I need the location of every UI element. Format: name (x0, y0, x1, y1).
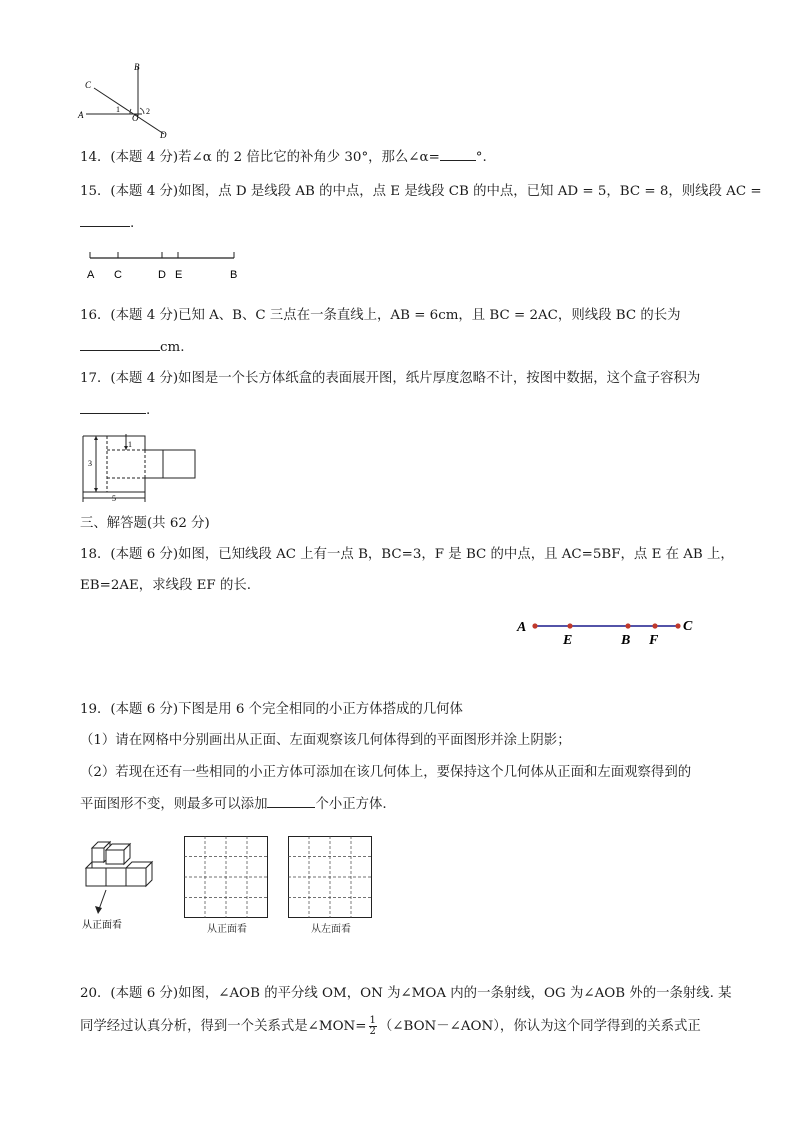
q19-part-2 (80, 763, 691, 783)
section-3-title: 三、解答题(共 62 分) (80, 516, 210, 531)
label-c: C (85, 80, 92, 90)
label-angle-2: 2 (146, 107, 150, 116)
q18-text-2: EB=2AE，求线段 EF 的长. (80, 578, 251, 593)
q16-answer-blank[interactable] (80, 338, 160, 351)
segment-figure-18 (510, 612, 710, 648)
question-19 (80, 700, 463, 720)
box-net-figure (76, 430, 206, 504)
q14-answer-blank[interactable] (440, 148, 476, 161)
q19-text-4: 平面图形不变，则最多可以添加 (80, 797, 268, 812)
question-17 (80, 369, 700, 389)
cube-bottom-3 (126, 868, 146, 886)
dim-3-label: 3 (88, 459, 92, 468)
point-f (652, 623, 657, 628)
q14-text: 14．(本题 4 分)若∠α 的 2 倍比它的补角少 30°，那么∠α= (80, 150, 440, 165)
q19-answer-blank[interactable] (267, 795, 315, 808)
q18-text-1: 18．(本题 6 分)如图，已知线段 AC 上有一点 B，BC=3，F 是 BC 的中点，且 AC=5BF，点 E 在 AB 上， (80, 547, 734, 562)
label-b: B (134, 62, 140, 72)
q17-answer-blank[interactable] (80, 401, 146, 414)
point-a (532, 623, 537, 628)
q17-text: 17．(本题 4 分)如图是一个长方体纸盒的表面展开图，纸片厚度忽略不计，按图中数据，这个盒子容积为 (80, 371, 701, 386)
seg18-label-c: C (683, 619, 693, 634)
question-16 (80, 306, 681, 326)
point-e (567, 623, 572, 628)
angle-1-arc (130, 109, 131, 114)
point-b (625, 623, 630, 628)
label-a: A (78, 110, 84, 120)
q20-text-1: 20．(本题 6 分)如图，∠AOB 的平分线 OM，ON 为∠MOA 内的一条射线，OG 为∠AOB 外的一条射线. 某 (80, 986, 732, 1001)
angle-2-arc (140, 108, 144, 114)
q16-suffix: cm. (160, 340, 185, 355)
q19-text-2: （1）请在网格中分别画出从正面、左面观察该几何体得到的平面图形并涂上阴影； (80, 733, 571, 748)
seg18-label-f: F (649, 633, 659, 648)
q20-line-2 (80, 1016, 701, 1037)
q15-text: 15．(本题 4 分)如图，点 D 是线段 AB 的中点，点 E 是线段 CB 的中点，已知 AD = 5，BC = 8，则线段 AC = (80, 184, 762, 199)
label-o: O (132, 113, 139, 123)
cube-top-right-front (106, 850, 124, 864)
label-angle-1: 1 (116, 105, 120, 114)
seg15-label-b: B (230, 269, 238, 281)
q17-suffix: . (146, 403, 151, 418)
grid1-caption: 从正面看 (207, 924, 247, 935)
question-14 (80, 148, 487, 168)
q14-suffix: °. (475, 150, 487, 165)
fraction-half: $\frac{1}{2}$ (369, 1015, 376, 1037)
q19-text-5: 个小正方体. (315, 797, 387, 812)
question-20 (80, 984, 732, 1004)
q15-answer-line (80, 214, 134, 234)
seg15-label-c: C (114, 269, 122, 281)
grid-front-view[interactable] (184, 836, 268, 918)
question-15 (80, 182, 762, 202)
seg18-label-e: E (563, 633, 573, 648)
q19-text-3: （2）若现在还有一些相同的小正方体可添加在该几何体上，要保持这个几何体从正面和左面观察得到的 (80, 765, 692, 780)
seg15-label-a: A (87, 269, 95, 281)
line-cd (94, 88, 164, 134)
grid2-caption: 从左面看 (311, 924, 351, 935)
grid-left-view[interactable] (288, 836, 372, 918)
q19-part-1 (80, 731, 571, 751)
seg15-label-e: E (175, 269, 183, 281)
dim-5-label: 5 (112, 494, 116, 503)
solid-caption: 从正面看 (82, 920, 122, 931)
cube-top-left-front (92, 848, 104, 862)
seg15-label-d: D (158, 269, 166, 281)
question-18 (80, 545, 734, 565)
q16-text: 16．(本题 4 分)已知 A、B、C 三点在一条直线上，AB = 6cm，且 BC = 2AC，则线段 BC 的长为 (80, 308, 681, 323)
q20-text-2: 同学经过认真分析，得到一个关系式是∠MON= (80, 1019, 367, 1034)
q17-answer-line (80, 401, 150, 421)
cube-solid-figure (78, 836, 160, 932)
seg18-label-a: A (517, 620, 527, 635)
point-c (675, 623, 680, 628)
label-d: D (160, 130, 167, 140)
dim-1-label: 1 (128, 440, 132, 449)
q16-answer-line (80, 338, 184, 358)
q20-text-3: （∠BON－∠AON），你认为这个同学得到的关系式正 (378, 1019, 701, 1034)
seg18-label-b: B (621, 633, 631, 648)
q19-part-2-cont (80, 795, 387, 815)
q19-text-1: 19．(本题 6 分)下图是用 6 个完全相同的小正方体搭成的几何体 (80, 702, 463, 717)
angle-figure (72, 58, 182, 140)
q15-answer-blank[interactable] (80, 214, 130, 227)
net-outline (83, 436, 195, 492)
segment-figure-15 (80, 248, 250, 284)
q18-line-2 (80, 576, 251, 596)
cube-bottom-1 (86, 868, 106, 886)
q15-suffix: . (130, 216, 135, 231)
cube-bottom-2 (106, 868, 126, 886)
